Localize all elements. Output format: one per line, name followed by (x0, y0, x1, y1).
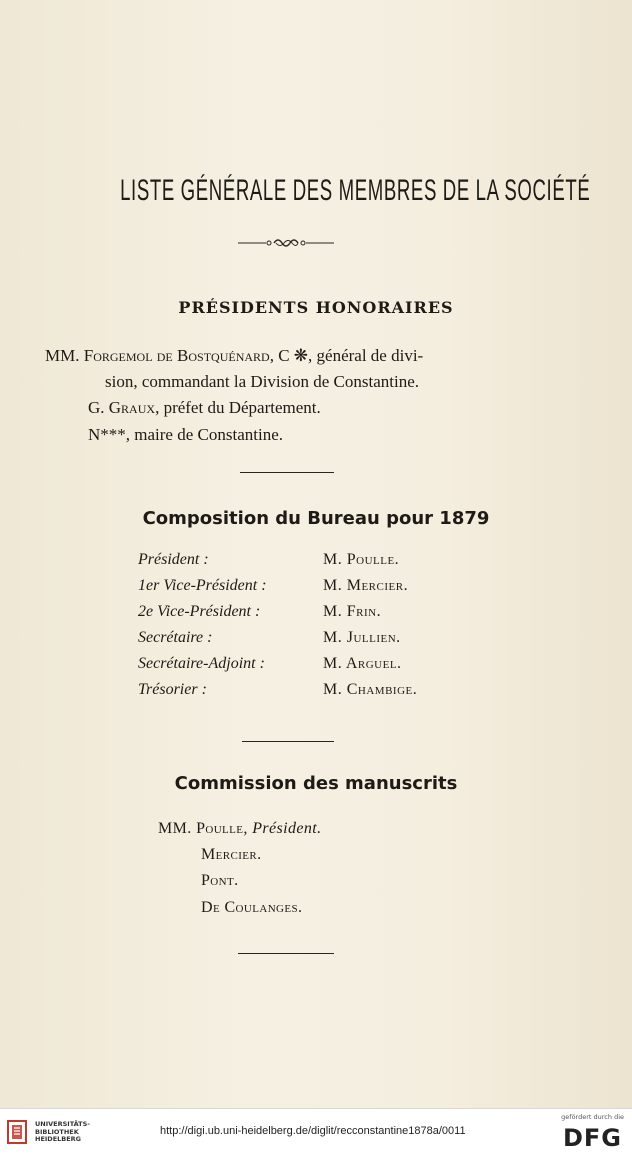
bureau-role: Secrétaire-Adjoint : (138, 655, 265, 672)
commission-member: Poulle (196, 820, 244, 837)
viewer-footer (0, 1108, 632, 1154)
bureau-row (0, 655, 632, 677)
bureau-role: 1er Vice-Président : (138, 577, 267, 594)
honorary-name: N*** (88, 425, 126, 444)
funding-caption: gefördert durch die (561, 1113, 624, 1121)
library-name (35, 1121, 90, 1144)
library-name-line: BIBLIOTHEK (35, 1127, 79, 1136)
honorary-name: G. Graux (88, 398, 156, 417)
university-library-logo-icon (6, 1119, 30, 1147)
ornament-divider (238, 236, 334, 250)
dfg-logo[interactable]: DFG (562, 1124, 622, 1152)
bureau-role: 2e Vice-Président : (138, 603, 261, 620)
section-divider (240, 472, 334, 473)
document-url-link[interactable]: http://digi.ub.uni-heidelberg.de/diglit/recconstantine1878a/0011 (160, 1125, 466, 1137)
honorary-rest: , maire de Constantine. (125, 425, 283, 444)
bureau-row (0, 551, 632, 573)
bureau-heading: Composition du Bureau pour 1879 (142, 508, 490, 529)
section-divider (238, 953, 334, 954)
honorary-name: Forgemol de Bostquénard (83, 346, 270, 365)
honorary-line-1 (45, 347, 423, 364)
commission-role: , Président. (243, 820, 322, 837)
bureau-member: M. Chambige. (323, 681, 418, 698)
library-name-line: HEIDELBERG (35, 1135, 82, 1143)
commission-prefix: MM. (158, 820, 197, 837)
library-name-line: UNIVERSITÄTS- (35, 1120, 90, 1128)
commission-heading: Commission des manuscrits (174, 773, 458, 794)
honorary-line-4 (88, 426, 283, 443)
commission-member: Pont. (201, 872, 239, 889)
bureau-member: M. Arguel. (323, 655, 402, 672)
bureau-member: M. Poulle. (323, 551, 400, 568)
section-divider (242, 741, 334, 742)
commission-member: Mercier. (201, 846, 262, 863)
page-title: LISTE GÉNÉRALE DES MEMBRES DE LA SOCIÉTÉ (120, 174, 591, 207)
bureau-row (0, 629, 632, 651)
bureau-role: Président : (138, 551, 209, 568)
bureau-role: Trésorier : (138, 681, 207, 698)
bureau-row (0, 681, 632, 703)
honorary-rest: , préfet du Département. (155, 398, 321, 417)
commission-member: De Coulanges. (201, 899, 303, 916)
honorary-line-2 (105, 373, 419, 390)
honorary-rest: , C ❋, général de divi- (269, 346, 424, 365)
honorary-line-3 (88, 399, 321, 416)
bureau-member: M. Frin. (323, 603, 382, 620)
bureau-member: M. Jullien. (323, 629, 401, 646)
presidents-honoraires-heading: PRÉSIDENTS HONORAIRES (178, 298, 454, 317)
commission-line-1 (158, 820, 322, 838)
bureau-row (0, 577, 632, 599)
honorary-prefix: MM. (45, 346, 84, 365)
bureau-role: Secrétaire : (138, 629, 213, 646)
honorary-rest: sion, commandant la Division de Constantine. (105, 372, 419, 391)
bureau-member: M. Mercier. (323, 577, 409, 594)
bureau-row (0, 603, 632, 625)
